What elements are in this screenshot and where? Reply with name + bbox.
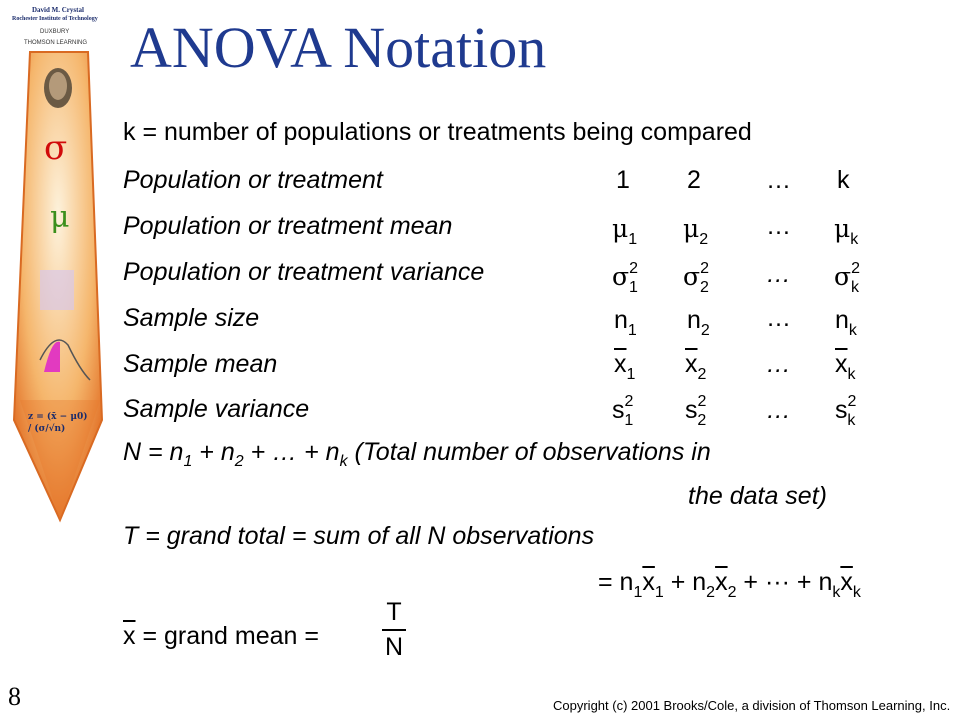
subscript: 1 xyxy=(626,366,636,383)
subscript: k xyxy=(847,412,856,429)
subscript: 2 xyxy=(700,322,710,339)
sigma-k-squared xyxy=(834,260,860,296)
fraction-denominator: N xyxy=(384,633,404,661)
subscript: k xyxy=(832,584,841,601)
mu-icon: μ xyxy=(50,200,70,235)
xbar-2 xyxy=(685,350,707,383)
fraction-numerator: T xyxy=(386,598,402,626)
s-k-squared xyxy=(835,393,857,429)
xbar-symbol: $\overline{x}$ xyxy=(835,350,848,378)
page-title: ANOVA Notation xyxy=(130,15,547,80)
s-2-squared xyxy=(685,393,707,429)
xbar-k xyxy=(835,350,856,383)
subscript: 2 xyxy=(727,584,737,601)
row-label-population-variance: Population or treatment variance xyxy=(123,258,485,286)
fraction-bar xyxy=(382,629,406,631)
col-2-value: 2 xyxy=(687,166,701,194)
subscript: 2 xyxy=(699,279,709,296)
n-symbol: n xyxy=(687,306,701,334)
subscript: 2 xyxy=(697,366,707,383)
s-1-squared xyxy=(612,393,634,429)
subscript: 2 xyxy=(706,584,716,601)
superscript: 2 xyxy=(629,260,638,277)
row-label-population: Population or treatment xyxy=(123,166,383,194)
T-part: = n xyxy=(598,568,634,596)
xbar-symbol: $\overline{x}$ xyxy=(614,350,627,378)
mu-k xyxy=(834,214,859,248)
sidebar-publisher-1: DUXBURY xyxy=(40,29,70,35)
row-label-sample-variance: Sample variance xyxy=(123,395,310,423)
grand-mean-definition xyxy=(123,624,319,649)
n-2 xyxy=(687,306,710,339)
superscript: 2 xyxy=(847,393,857,410)
subscript: 1 xyxy=(183,453,193,470)
subscript: 1 xyxy=(624,412,634,429)
superscript: 2 xyxy=(851,260,860,277)
subscript: 2 xyxy=(697,412,707,429)
sigma-symbol: σ xyxy=(612,262,630,291)
col-1-value: 1 xyxy=(616,166,630,194)
subscript: k xyxy=(847,366,856,383)
xbar-symbol: $\overline{x}$ xyxy=(642,568,655,596)
mu-1 xyxy=(612,214,638,248)
subscript: 1 xyxy=(633,584,643,601)
superscript: 2 xyxy=(697,393,707,410)
N-part: + … + n xyxy=(243,438,340,466)
sigma-icon: σ xyxy=(44,128,68,168)
subscript: 1 xyxy=(627,322,637,339)
k-definition: k = number of populations or treatments being compared xyxy=(123,118,752,146)
mu-symbol: μ xyxy=(683,214,700,243)
T-part: + n xyxy=(663,568,707,596)
superscript: 2 xyxy=(624,393,634,410)
subscript: k xyxy=(850,231,859,248)
N-part: + n xyxy=(192,438,235,466)
superscript: 2 xyxy=(700,260,709,277)
slide-number: 8 xyxy=(8,682,21,711)
sidebar-author: David M. Crystal xyxy=(32,6,84,14)
s-ellipsis: … xyxy=(766,396,791,424)
T-part: + ··· + n xyxy=(736,568,833,596)
sidebar-institute: Rochester Institute of Technology xyxy=(12,16,98,22)
mu-2 xyxy=(683,214,709,248)
xbar-symbol: $\overline{x}$ xyxy=(123,622,136,650)
n-symbol: n xyxy=(835,306,849,334)
n-1 xyxy=(614,306,637,339)
sidebar-tie-graphic xyxy=(0,0,115,720)
xbar-symbol: $\overline{x}$ xyxy=(685,350,698,378)
subscript: 1 xyxy=(628,231,638,248)
copyright-notice: Copyright (c) 2001 Brooks/Cole, a division of Thomson Learning, Inc. xyxy=(553,698,951,713)
xbar-ellipsis: … xyxy=(766,350,791,378)
sigma-2-squared xyxy=(683,260,709,296)
s-symbol: s xyxy=(835,396,848,424)
s-symbol: s xyxy=(612,396,625,424)
sidebar-formula: z = (x̄ − μ0) / (σ/√n) xyxy=(28,412,88,434)
mu-symbol: μ xyxy=(834,214,851,243)
grand-mean-fraction xyxy=(382,600,406,660)
sigma-symbol: σ xyxy=(683,262,701,291)
sigma-ellipsis: … xyxy=(766,260,791,288)
col-3-value: … xyxy=(766,166,791,194)
subscript: k xyxy=(339,453,348,470)
xbar-symbol: $\overline{x}$ xyxy=(840,568,853,596)
subscript: k xyxy=(850,279,859,296)
subscript: 1 xyxy=(628,279,638,296)
mu-symbol: μ xyxy=(612,214,629,243)
N-definition xyxy=(123,438,711,470)
xbar-symbol: $\overline{x}$ xyxy=(715,568,728,596)
subscript: k xyxy=(848,322,857,339)
subscript: 1 xyxy=(654,584,664,601)
s-symbol: s xyxy=(685,396,698,424)
row-label-sample-size: Sample size xyxy=(123,304,260,332)
T-formula xyxy=(598,568,861,601)
sidebar-publisher-2: THOMSON LEARNING xyxy=(24,40,88,46)
N-part: N = n xyxy=(123,438,184,466)
n-ellipsis: … xyxy=(766,304,791,332)
N-part: (Total number of observations in xyxy=(347,438,711,466)
grand-mean-text: = grand mean = xyxy=(135,622,319,650)
col-4-value: k xyxy=(837,166,850,194)
n-symbol: n xyxy=(614,306,628,334)
sigma-symbol: σ xyxy=(834,262,852,291)
subscript: 2 xyxy=(234,453,244,470)
n-k xyxy=(835,306,857,339)
T-definition: T = grand total = sum of all N observations xyxy=(123,522,595,550)
subscript: 2 xyxy=(699,231,709,248)
row-label-sample-mean: Sample mean xyxy=(123,350,278,378)
row-label-population-mean: Population or treatment mean xyxy=(123,212,453,240)
mu-ellipsis: … xyxy=(766,212,791,240)
sigma-1-squared xyxy=(612,260,638,296)
subscript: k xyxy=(852,584,861,601)
xbar-1 xyxy=(614,350,636,383)
N-definition-continued: the data set) xyxy=(688,482,827,510)
